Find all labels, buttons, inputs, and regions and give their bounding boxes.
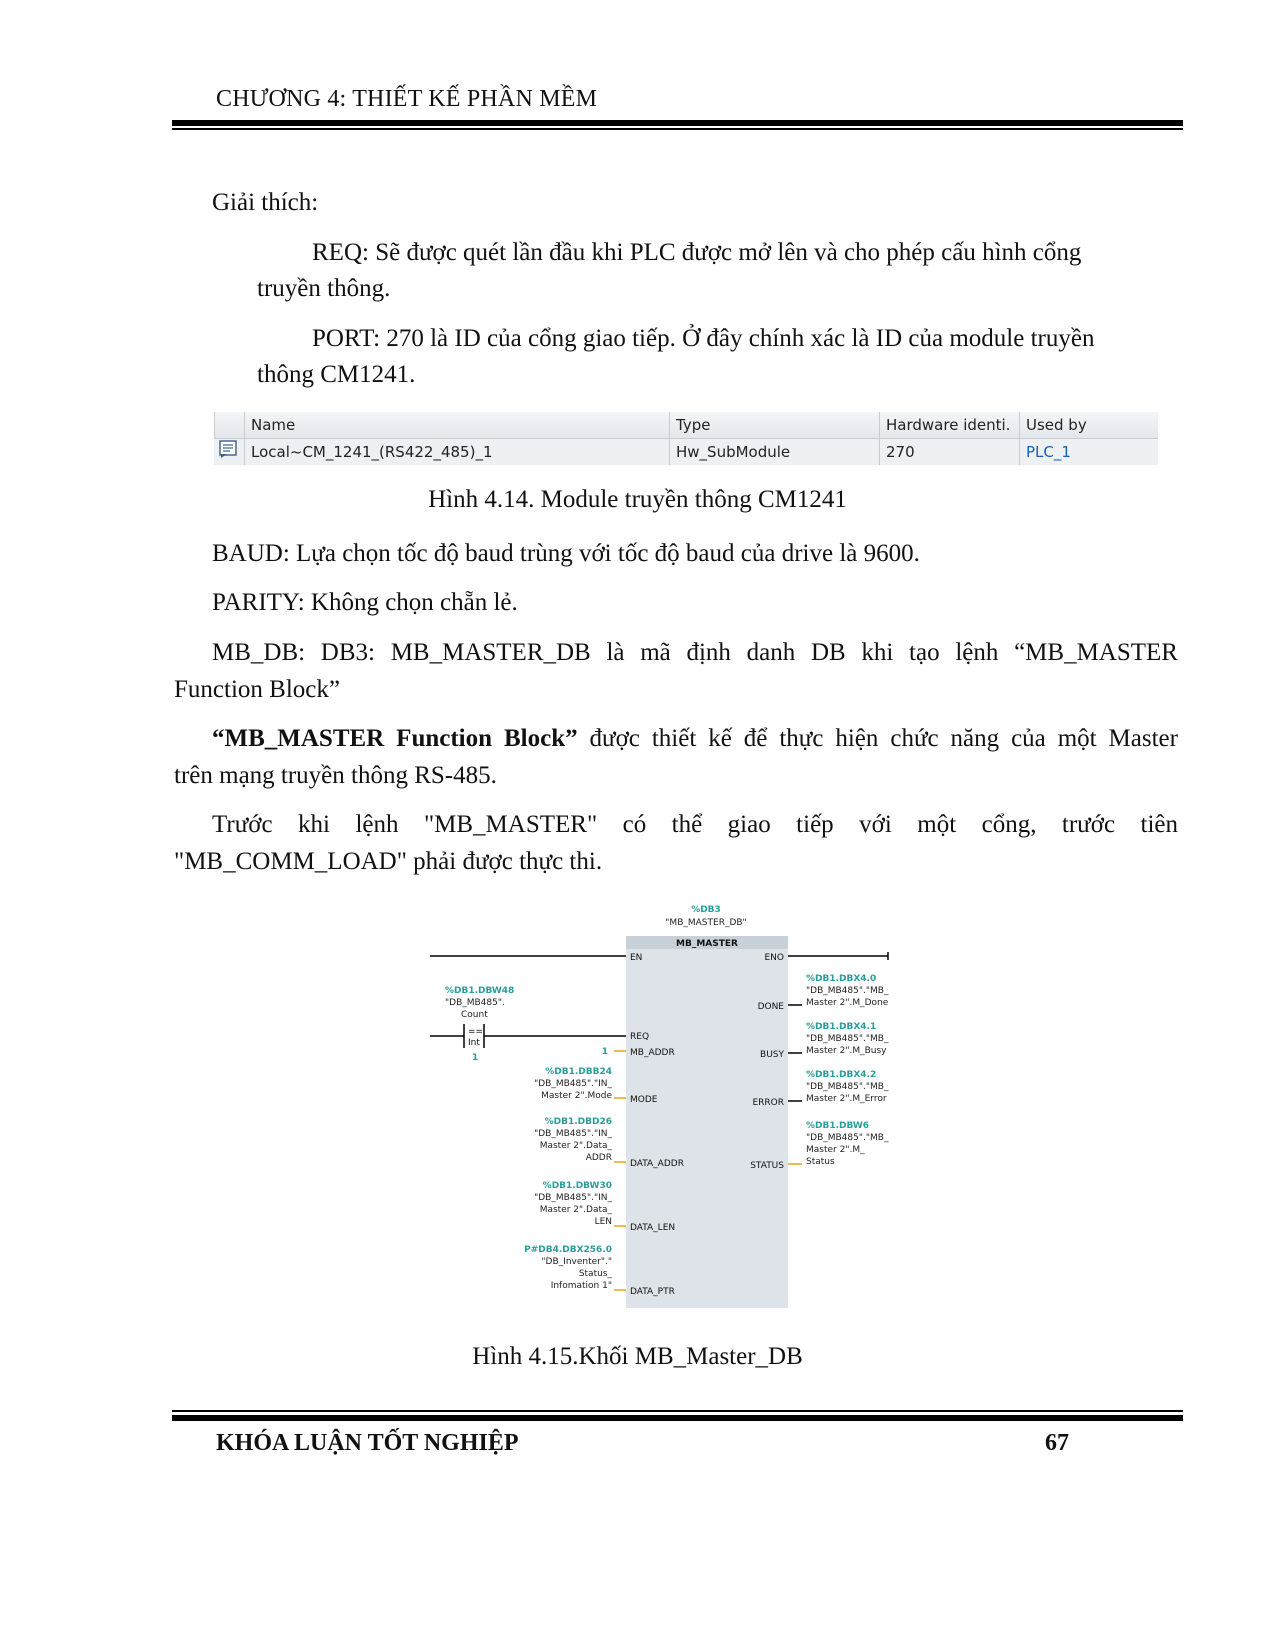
error-address: %DB1.DBX4.2 xyxy=(806,1070,877,1080)
col-type[interactable]: Type xyxy=(669,412,879,438)
function-block-title: MB_MASTER xyxy=(676,939,738,949)
done-address: %DB1.DBX4.0 xyxy=(806,974,877,984)
pin-en: EN xyxy=(630,953,643,963)
cell-name: Local~CM_1241_(RS422_485)_1 xyxy=(244,439,669,465)
req-line-2: truyền thông. xyxy=(257,275,391,302)
col-name[interactable]: Name xyxy=(244,412,669,438)
status-operand-l2: Master 2".M_ xyxy=(806,1145,865,1155)
pin-status: STATUS xyxy=(750,1161,784,1171)
table-header-icon-col xyxy=(214,412,244,438)
status-operand-l1: "DB_MB485"."MB_ xyxy=(806,1133,889,1143)
function-block[interactable] xyxy=(626,936,788,1308)
fb-line-2: trên mạng truyền thông RS-485. xyxy=(174,762,497,789)
pin-done: DONE xyxy=(757,1002,784,1012)
data-len-address: %DB1.DBW30 xyxy=(542,1181,612,1191)
pin-data-ptr: DATA_PTR xyxy=(630,1287,675,1297)
compare-operand-l1: "DB_MB485". xyxy=(445,998,505,1008)
pin-busy: BUSY xyxy=(760,1050,784,1060)
busy-operand-l1: "DB_MB485"."MB_ xyxy=(806,1034,889,1044)
fb-line-1 xyxy=(212,720,1178,757)
data-addr-operand-l2: Master 2".Data_ xyxy=(539,1141,612,1151)
compare-constant: 1 xyxy=(472,1053,479,1063)
data-len-operand-l2: Master 2".Data_ xyxy=(539,1205,612,1215)
before-line-2: "MB_COMM_LOAD" phải được thực thi. xyxy=(174,848,603,875)
mb-master-diagram xyxy=(430,900,910,1320)
module-table xyxy=(214,412,1158,466)
fb-line-1-rest: được thiết kế để thực hiện chức năng của một Master xyxy=(577,725,1178,752)
error-operand-l2: Master 2".M_Error xyxy=(806,1094,887,1104)
baud-paragraph: BAUD: Lựa chọn tốc độ baud trùng với tốc độ baud của drive là 9600. xyxy=(212,540,920,567)
port-line-2: thông CM1241. xyxy=(257,361,416,388)
explain-label: Giải thích: xyxy=(212,189,319,216)
busy-address: %DB1.DBX4.1 xyxy=(806,1022,877,1032)
compare-address: %DB1.DBW48 xyxy=(445,986,515,996)
footer-rule xyxy=(172,1415,1183,1421)
compare-datatype: Int xyxy=(468,1038,480,1048)
busy-operand-l2: Master 2".M_Busy xyxy=(806,1046,887,1056)
header-rule xyxy=(172,120,1183,126)
pin-mode: MODE xyxy=(630,1095,658,1105)
compare-operand-l2: Count xyxy=(461,1010,488,1020)
footer-rule-thin xyxy=(172,1410,1183,1412)
port-line-1: PORT: 270 là ID của cổng giao tiếp. Ở đây chính xác là ID của module truyền xyxy=(312,325,1095,352)
pin-error: ERROR xyxy=(752,1098,784,1108)
data-addr-address: %DB1.DBD26 xyxy=(544,1117,612,1127)
mode-operand-l1: "DB_MB485"."IN_ xyxy=(534,1079,612,1089)
cell-hardware-id: 270 xyxy=(879,439,1019,465)
mbdb-line-2: Function Block” xyxy=(174,676,340,703)
col-hardware-id[interactable]: Hardware identi. xyxy=(879,412,1019,438)
table-header-row xyxy=(214,412,1158,439)
instance-db-address: %DB3 xyxy=(691,905,721,915)
pin-data-len: DATA_LEN xyxy=(630,1223,676,1233)
req-line-1: REQ: Sẽ được quét lần đầu khi PLC được mở lên và cho phép cấu hình cổng xyxy=(312,239,1082,266)
status-operand-l3: Status xyxy=(806,1157,835,1167)
figure-caption-4-15: Hình 4.15.Khối MB_Master_DB xyxy=(472,1343,803,1370)
data-addr-operand-l3: ADDR xyxy=(585,1153,612,1163)
instance-db-name: "MB_MASTER_DB" xyxy=(665,918,747,928)
before-line-1: Trước khi lệnh "MB_MASTER" có thể giao tiếp với một cổng, trước tiên xyxy=(212,811,1178,838)
data-ptr-address: P#DB4.DBX256.0 xyxy=(524,1245,612,1255)
table-row[interactable] xyxy=(214,439,1158,465)
done-operand-l2: Master 2".M_Done xyxy=(806,998,889,1008)
module-icon xyxy=(214,439,244,465)
data-len-operand-l3: LEN xyxy=(594,1217,612,1227)
page-number: 67 xyxy=(1045,1430,1069,1456)
data-len-operand-l1: "DB_MB485"."IN_ xyxy=(534,1193,612,1203)
chapter-header: CHƯƠNG 4: THIẾT KẾ PHẦN MỀM xyxy=(216,86,598,112)
pin-mb-addr: MB_ADDR xyxy=(630,1048,675,1058)
compare-operator: == xyxy=(468,1027,484,1037)
fb-bold-title: “MB_MASTER Function Block” xyxy=(212,725,578,752)
status-address: %DB1.DBW6 xyxy=(806,1121,870,1131)
cell-used-by-link[interactable]: PLC_1 xyxy=(1019,439,1158,465)
data-ptr-operand-l1: "DB_Inventer"." xyxy=(541,1257,612,1267)
pin-req: REQ xyxy=(630,1032,650,1042)
mode-operand-l2: Master 2".Mode xyxy=(541,1091,612,1101)
mode-address: %DB1.DBB24 xyxy=(545,1067,612,1077)
mb-addr-constant: 1 xyxy=(601,1047,608,1057)
mbdb-line-1: MB_DB: DB3: MB_MASTER_DB là mã định danh DB khi tạo lệnh “MB_MASTER xyxy=(212,639,1178,666)
data-ptr-operand-l2: Status_ xyxy=(578,1269,612,1279)
data-addr-operand-l1: "DB_MB485"."IN_ xyxy=(534,1129,612,1139)
col-used-by[interactable]: Used by xyxy=(1019,412,1158,438)
error-operand-l1: "DB_MB485"."MB_ xyxy=(806,1082,889,1092)
cell-type: Hw_SubModule xyxy=(669,439,879,465)
pin-data-addr: DATA_ADDR xyxy=(630,1159,684,1169)
thesis-label: KHÓA LUẬN TỐT NGHIỆP xyxy=(216,1430,519,1456)
done-operand-l1: "DB_MB485"."MB_ xyxy=(806,986,889,996)
header-rule-thin xyxy=(172,128,1183,130)
data-ptr-operand-l3: Infomation 1" xyxy=(550,1281,612,1291)
parity-paragraph: PARITY: Không chọn chẵn lẻ. xyxy=(212,589,518,616)
pin-eno: ENO xyxy=(764,953,784,963)
figure-caption-4-14: Hình 4.14. Module truyền thông CM1241 xyxy=(428,486,847,513)
